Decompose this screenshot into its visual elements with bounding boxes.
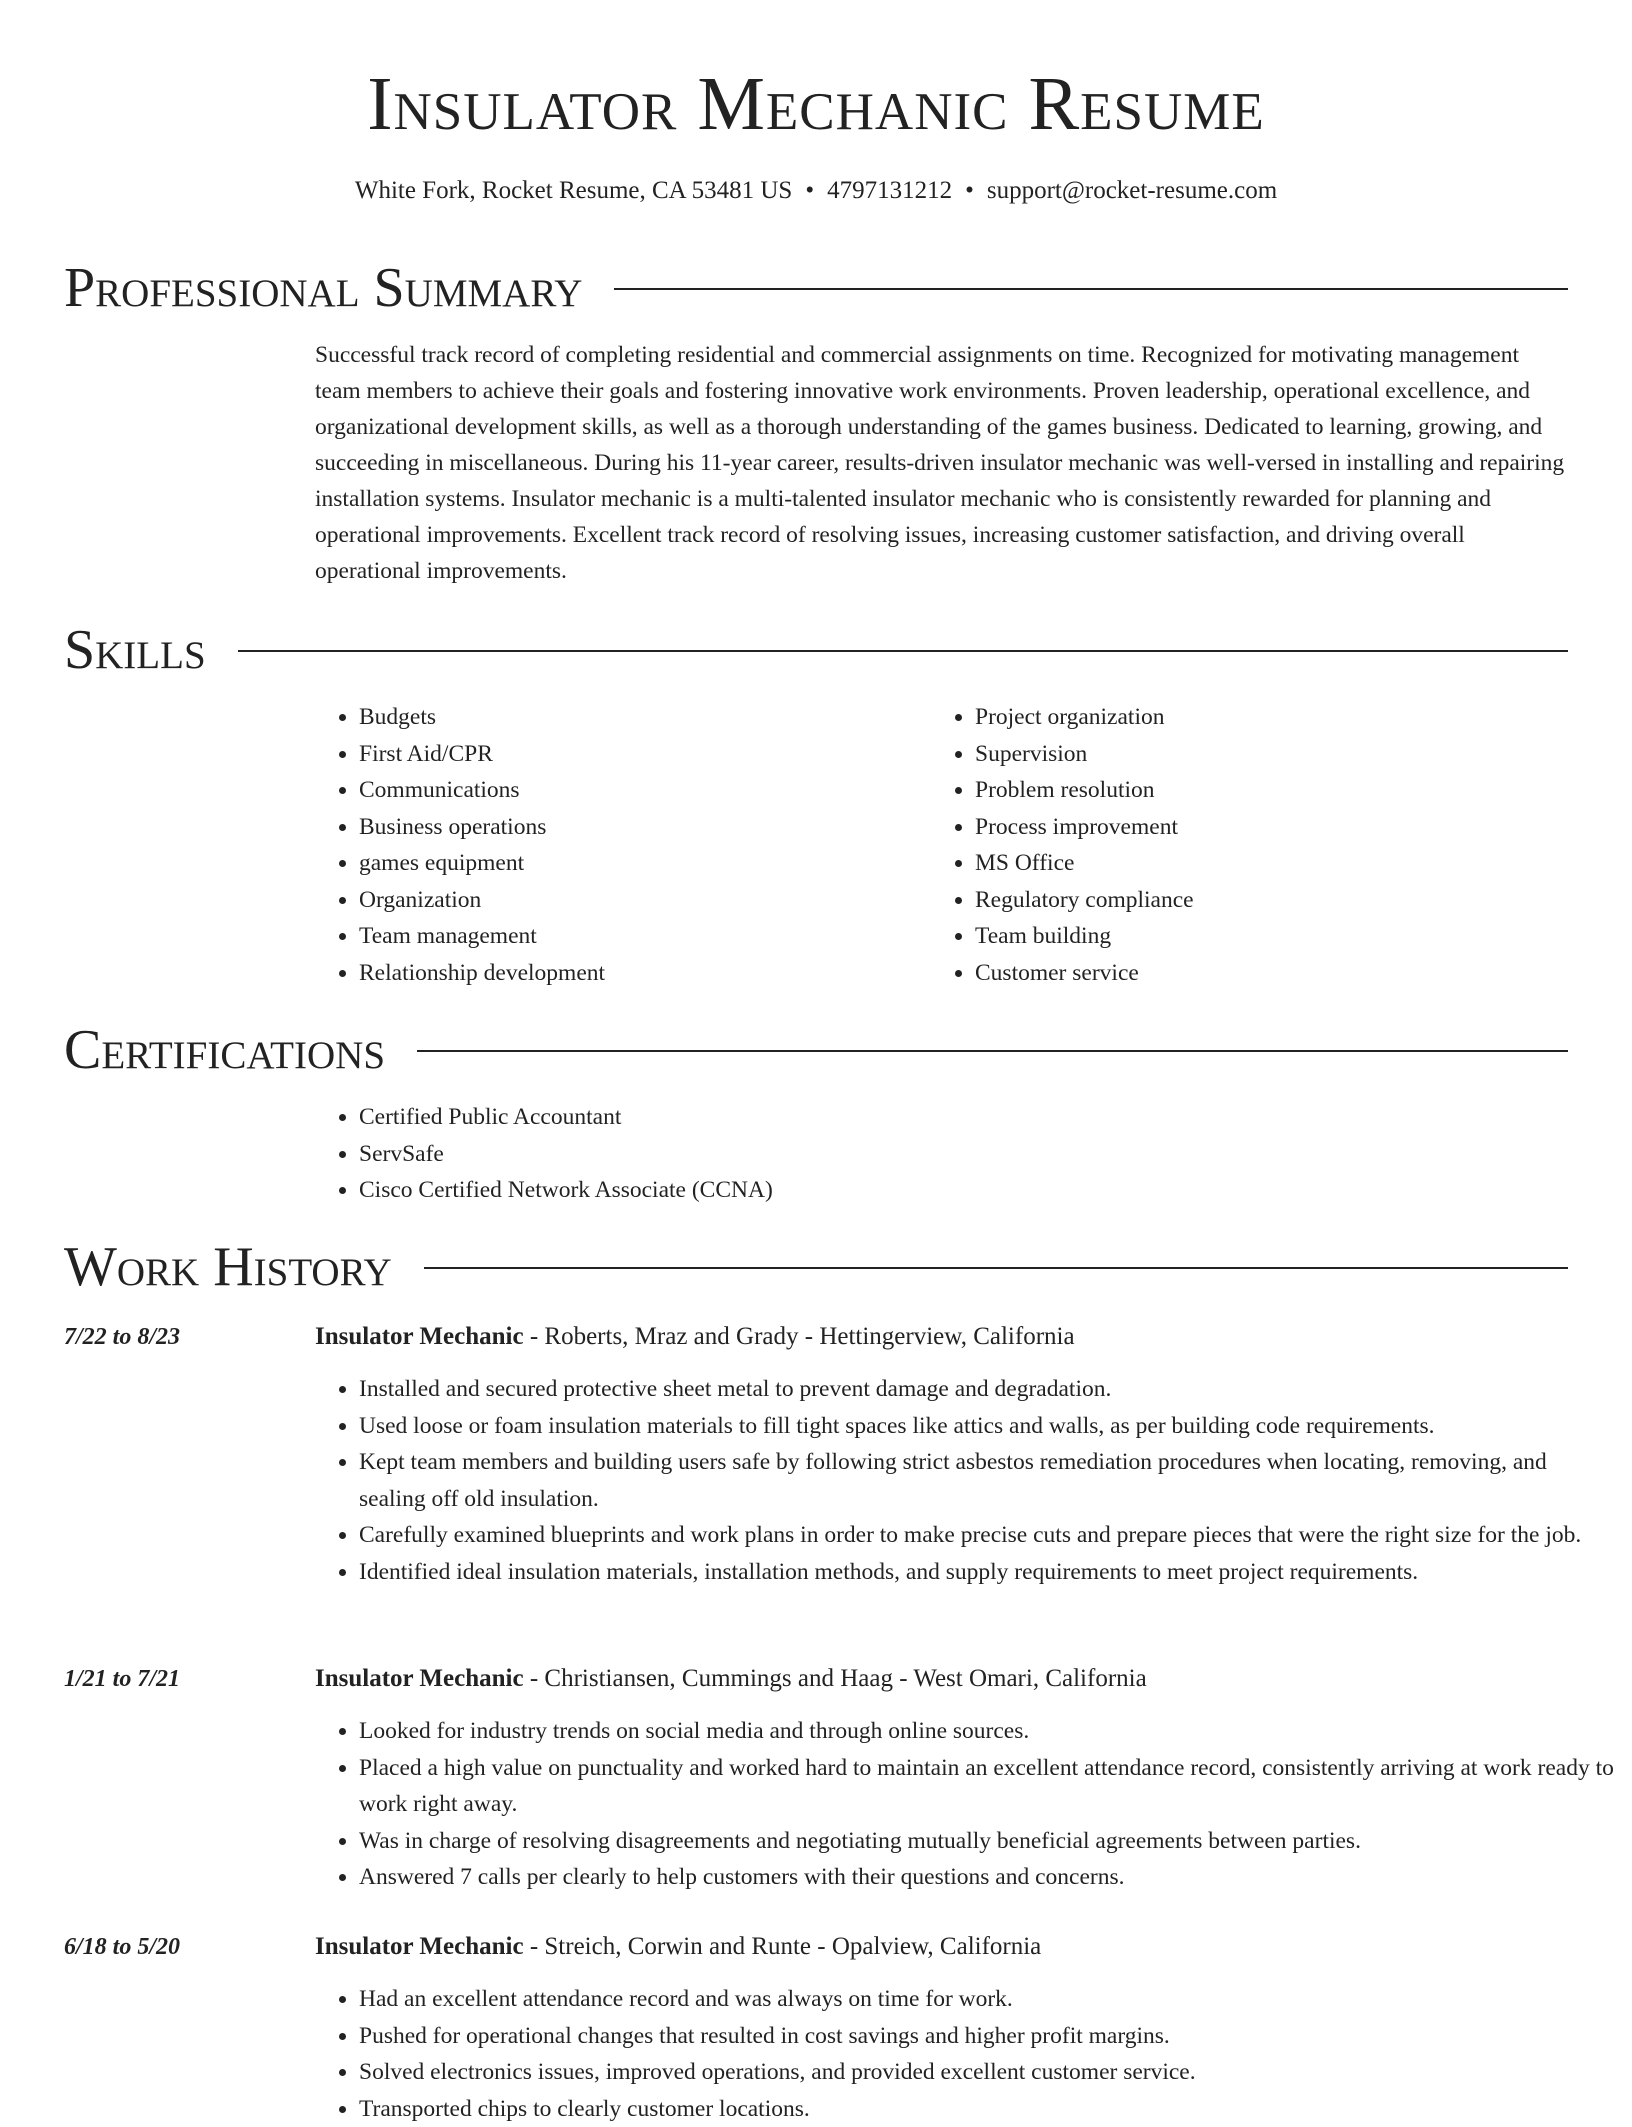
duty-item: • Placed a high value on punctuality and worked hard to maintain an excellent attendance record, consistently arriving at work ready to work right away.: [359, 1750, 1615, 1823]
skill-item: • Supervision: [975, 736, 1194, 773]
skill-item: • Communications: [359, 772, 605, 809]
skill-item: • MS Office: [975, 845, 1194, 882]
duty-item: • Solved electronics issues, improved operations, and provided excellent customer service.: [359, 2054, 1615, 2091]
certifications-list: [315, 1099, 773, 1209]
section-header-summary: [64, 256, 1568, 320]
skill-item: • Relationship development: [359, 955, 605, 992]
contact-separator: •: [805, 174, 814, 208]
duty-item: • Identified ideal insulation materials, installation methods, and supply requirements to meet project requirements.: [359, 1554, 1615, 1591]
skill-item: • Project organization: [975, 699, 1194, 736]
skill-item: • Budgets: [359, 699, 605, 736]
duty-item: • Kept team members and building users safe by following strict asbestos remediation procedures when locating, removing, and sealing off old insulation.: [359, 1444, 1615, 1517]
certification-item: • ServSafe: [359, 1136, 773, 1173]
skills-column-right: [931, 699, 1194, 991]
job-dates: 1/21 to 7/21: [64, 1661, 180, 1697]
job-title: Insulator Mechanic: [315, 1665, 524, 1692]
job-title: Insulator Mechanic: [315, 1933, 524, 1960]
section-divider: [614, 288, 1568, 290]
section-header-certifications: [64, 1018, 1568, 1082]
job-dates: 7/22 to 8/23: [64, 1319, 180, 1355]
job-heading: [315, 1661, 1147, 1697]
section-title: Skills: [64, 618, 206, 682]
skill-item: • Team management: [359, 918, 605, 955]
job-duties: [315, 1981, 1615, 2127]
section-title: Certifications: [64, 1018, 385, 1082]
section-divider: [238, 650, 1568, 652]
skill-item: • First Aid/CPR: [359, 736, 605, 773]
section-divider: [417, 1050, 1568, 1052]
section-header-skills: [64, 618, 1568, 682]
job-employer: - Roberts, Mraz and Grady - Hettingerview, California: [524, 1323, 1075, 1350]
certification-item: • Cisco Certified Network Associate (CCNA): [359, 1172, 773, 1209]
duty-item: • Pushed for operational changes that resulted in cost savings and higher profit margins.: [359, 2018, 1615, 2055]
skill-item: • Process improvement: [975, 809, 1194, 846]
duty-item: • Carefully examined blueprints and work plans in order to make precise cuts and prepare pieces that were the right size for the job.: [359, 1517, 1615, 1554]
skill-item: • Business operations: [359, 809, 605, 846]
job-employer: - Streich, Corwin and Runte - Opalview, California: [524, 1933, 1042, 1960]
job-title: Insulator Mechanic: [315, 1323, 524, 1350]
contact-line: [0, 174, 1632, 208]
duty-item: • Transported chips to clearly customer locations.: [359, 2091, 1615, 2127]
job-employer: - Christiansen, Cummings and Haag - West Omari, California: [524, 1665, 1147, 1692]
duty-item: • Installed and secured protective sheet metal to prevent damage and degradation.: [359, 1371, 1615, 1408]
contact-email: support@rocket-resume.com: [987, 177, 1277, 204]
contact-separator: •: [965, 174, 974, 208]
resume-title: Insulator Mechanic Resume: [0, 58, 1632, 150]
duty-item: • Answered 7 calls per clearly to help customers with their questions and concerns.: [359, 1859, 1615, 1896]
job-duties: [315, 1371, 1615, 1590]
certification-item: • Certified Public Accountant: [359, 1099, 773, 1136]
duty-item: • Looked for industry trends on social media and through online sources.: [359, 1713, 1615, 1750]
skill-item: • Regulatory compliance: [975, 882, 1194, 919]
skill-item: • Organization: [359, 882, 605, 919]
skill-item: • Customer service: [975, 955, 1194, 992]
job-duties: [315, 1713, 1615, 1896]
section-header-work-history: [64, 1235, 1568, 1299]
job-heading: [315, 1929, 1041, 1965]
skill-item: • Team building: [975, 918, 1194, 955]
job-heading: [315, 1319, 1075, 1355]
contact-phone: 4797131212: [827, 177, 952, 204]
duty-item: • Used loose or foam insulation materials to fill tight spaces like attics and walls, as per building code requirements.: [359, 1408, 1615, 1445]
skill-item: • Problem resolution: [975, 772, 1194, 809]
duty-item: • Had an excellent attendance record and was always on time for work.: [359, 1981, 1615, 2018]
contact-address: White Fork, Rocket Resume, CA 53481 US: [355, 177, 792, 204]
job-dates: 6/18 to 5/20: [64, 1929, 180, 1965]
section-title: Work History: [64, 1235, 392, 1299]
duty-item: • Was in charge of resolving disagreements and negotiating mutually beneficial agreements between parties.: [359, 1823, 1615, 1860]
skill-item: • games equipment: [359, 845, 605, 882]
skills-column-left: [315, 699, 605, 991]
summary-text: Successful track record of completing residential and commercial assignments on time. Recognized for motivating management team members to achieve their goals and fostering innovative work environments. Proven leadership, operational excellence, and organizational development skills, as well as a thorough understanding of the games business. Dedicated to learning, growing, and succeeding in miscellaneous. During his 11-year career, results-driven insulator mechanic was well-versed in installing and repairing installation systems. Insulator mechanic is a multi-talented insulator mechanic who is consistently rewarded for planning and operational improvements. Excellent track record of resolving issues, increasing customer satisfaction, and driving overall operational improvements.: [315, 337, 1565, 589]
section-title: Professional Summary: [64, 256, 582, 320]
section-divider: [424, 1267, 1568, 1269]
